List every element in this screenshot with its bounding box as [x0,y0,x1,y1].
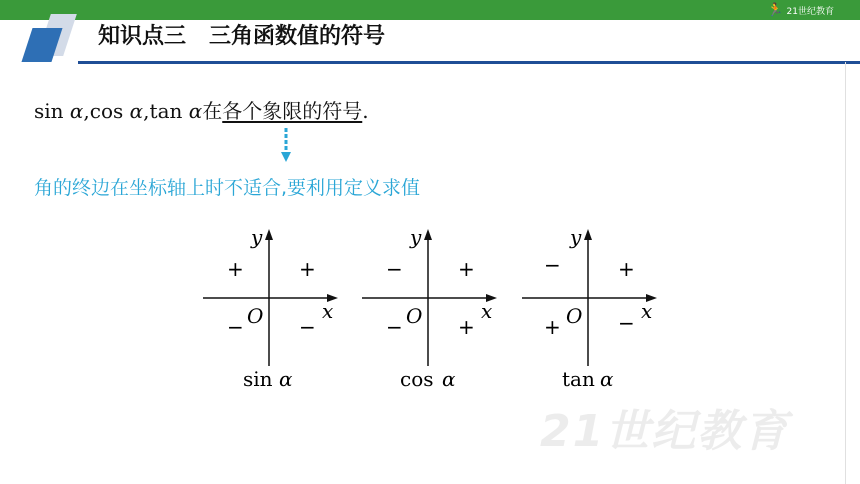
note-text: 角的终边在坐标轴上时不适合,要利用定义求值 [34,177,421,199]
diagram-caption-fn: sin [243,367,273,391]
logo-text: 21世纪教育 [786,6,834,17]
site-logo [767,2,834,18]
quadrant-2-sign: + [227,257,244,281]
y-axis-label: y [570,225,582,249]
quadrant-2-sign: − [544,253,561,277]
diagram-caption-fn: cos [400,367,434,391]
x-axis-label: x [641,299,653,323]
sign-diagram-tan [522,222,682,397]
diagram-caption-alpha: α [442,367,456,391]
watermark-logo: 21世纪教育 [540,406,790,457]
quadrant-1-sign: + [618,257,635,281]
quadrant-4-sign: + [458,315,475,339]
title-underline [78,61,860,64]
x-axis-label: x [322,299,334,323]
top-bar [0,0,860,20]
quadrant-1-sign: + [458,257,475,281]
slide-title: 知识点三 三角函数值的符号 [98,24,385,49]
y-axis-label: y [410,225,422,249]
origin-label: O [406,304,423,328]
title-decoration-blue [21,28,62,62]
diagram-caption-fn: tan [562,367,595,391]
runner-icon: 🏃 [767,2,784,18]
diagram-caption-alpha: α [600,367,614,391]
sign-diagram-sin [203,222,363,397]
statement-text: sin α,cos α,tan α在各个象限的符号. [34,99,369,123]
y-axis-label: y [251,225,263,249]
origin-label: O [566,304,583,328]
quadrant-4-sign: − [618,311,635,335]
right-border-line [845,62,846,484]
quadrant-1-sign: + [299,257,316,281]
quadrant-3-sign: − [227,315,244,339]
quadrant-3-sign: − [386,315,403,339]
x-axis-label: x [481,299,493,323]
quadrant-4-sign: − [299,315,316,339]
diagram-caption-alpha: α [279,367,293,391]
sign-diagram-cos [362,222,522,397]
origin-label: O [247,304,264,328]
quadrant-3-sign: + [544,315,561,339]
down-arrow-icon [281,128,291,164]
underlined-phrase: 各个象限的符号 [222,99,363,123]
quadrant-2-sign: − [386,257,403,281]
